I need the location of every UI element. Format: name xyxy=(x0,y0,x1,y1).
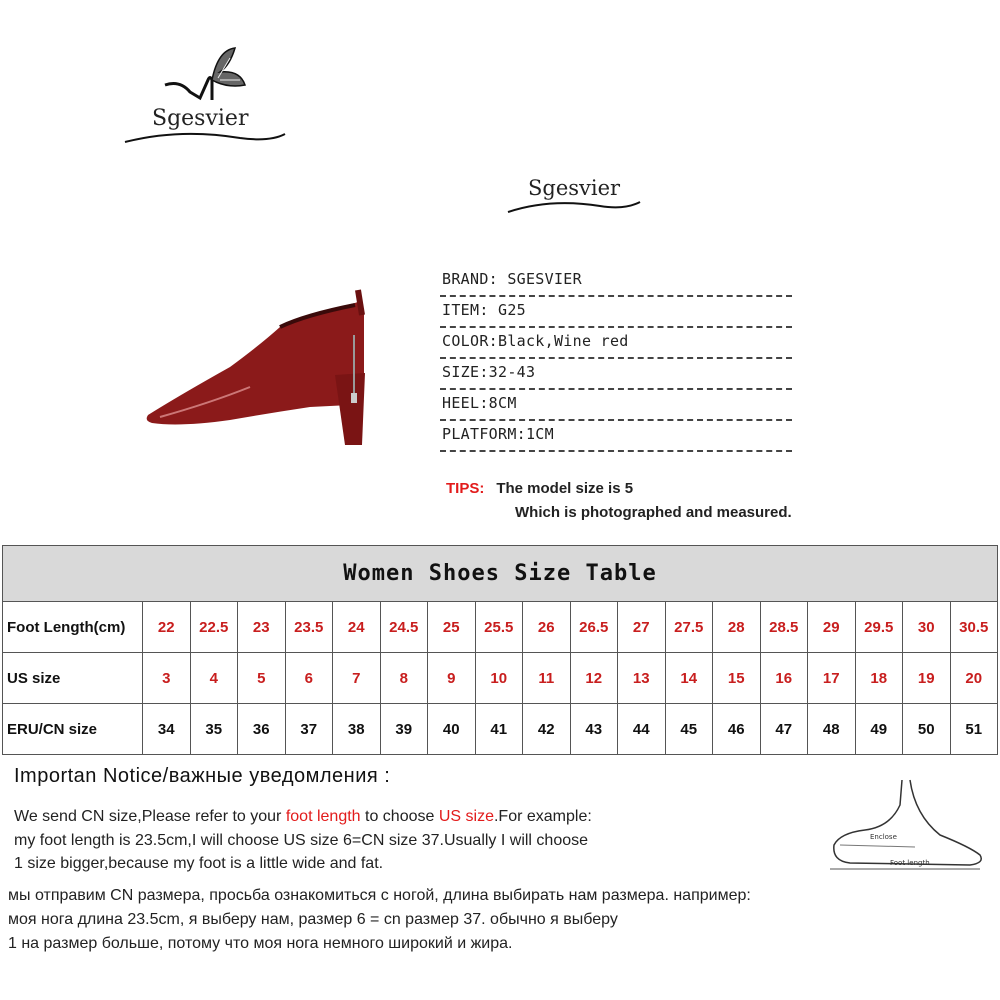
label-foot-length: Foot length xyxy=(890,859,930,867)
highlight-foot-length: foot length xyxy=(285,808,361,825)
table-cell: 14 xyxy=(665,653,713,704)
table-cell: 3 xyxy=(143,653,191,704)
table-cell: 13 xyxy=(618,653,666,704)
notice-line: 1 на размер больше, потому что моя нога немного широкий и жира. xyxy=(8,935,513,952)
tips-line1: The model size is 5 xyxy=(496,480,634,497)
notice-line: my foot length is 23.5cm,I will choose US size 6=CN size 37.Usually I will choose xyxy=(14,831,589,849)
table-cell: 27 xyxy=(618,602,666,653)
table-cell: 19 xyxy=(903,653,951,704)
tips-block xyxy=(446,480,792,521)
table-cell: 22.5 xyxy=(190,602,238,653)
notice-line: мы отправим CN размера, просьба ознакомиться с ногой, длина выбирать нам размера. например: xyxy=(8,887,751,904)
brand-logo xyxy=(120,40,290,160)
table-cell: 43 xyxy=(570,704,618,755)
table-cell: 34 xyxy=(143,704,191,755)
table-cell: 42 xyxy=(523,704,571,755)
table-cell: 4 xyxy=(190,653,238,704)
size-table-title: Women Shoes Size Table xyxy=(3,546,998,602)
table-cell: 20 xyxy=(950,653,998,704)
table-cell: 49 xyxy=(855,704,903,755)
table-cell: 10 xyxy=(475,653,523,704)
table-cell: 27.5 xyxy=(665,602,713,653)
table-cell: 47 xyxy=(760,704,808,755)
table-cell: 30.5 xyxy=(950,602,998,653)
table-cell: 9 xyxy=(428,653,476,704)
highlight-us-size: US size xyxy=(438,808,494,825)
table-cell: 29 xyxy=(808,602,856,653)
butterfly-heel-icon xyxy=(160,40,250,110)
table-cell: 29.5 xyxy=(855,602,903,653)
tips-line2: Which is photographed and measured. xyxy=(515,504,792,521)
table-cell: 41 xyxy=(475,704,523,755)
table-cell: 25.5 xyxy=(475,602,523,653)
row-label-us-size: US size xyxy=(3,653,143,704)
row-label-foot-length: Foot Length(cm) xyxy=(3,602,143,653)
spec-list xyxy=(440,266,792,452)
table-cell: 28 xyxy=(713,602,761,653)
table-row xyxy=(3,653,998,704)
table-cell: 22 xyxy=(143,602,191,653)
table-cell: 6 xyxy=(285,653,333,704)
row-label-eru-cn-size: ERU/CN size xyxy=(3,704,143,755)
notice-text: We send CN size,Please refer to your xyxy=(14,808,286,825)
table-cell: 7 xyxy=(333,653,381,704)
swoosh-icon xyxy=(120,130,290,150)
table-cell: 40 xyxy=(428,704,476,755)
notice-title: Importan Notice/важные уведомления : xyxy=(14,765,391,787)
notice-text: to choose xyxy=(360,808,439,825)
table-cell: 11 xyxy=(523,653,571,704)
table-cell: 51 xyxy=(950,704,998,755)
spec-item: ITEM: G25 xyxy=(440,297,792,328)
table-cell: 8 xyxy=(380,653,428,704)
table-cell: 50 xyxy=(903,704,951,755)
table-cell: 37 xyxy=(285,704,333,755)
brand-logo-text: Sgesvier xyxy=(152,106,249,131)
table-cell: 25 xyxy=(428,602,476,653)
size-table xyxy=(2,545,998,755)
table-cell: 48 xyxy=(808,704,856,755)
table-cell: 24 xyxy=(333,602,381,653)
table-cell: 5 xyxy=(238,653,286,704)
table-cell: 23 xyxy=(238,602,286,653)
table-cell: 15 xyxy=(713,653,761,704)
table-cell: 23.5 xyxy=(285,602,333,653)
table-cell: 45 xyxy=(665,704,713,755)
table-cell: 36 xyxy=(238,704,286,755)
table-cell: 39 xyxy=(380,704,428,755)
table-cell: 26.5 xyxy=(570,602,618,653)
brand-logo-small xyxy=(500,168,650,228)
table-cell: 24.5 xyxy=(380,602,428,653)
tips-label: TIPS: xyxy=(446,480,485,497)
table-cell: 17 xyxy=(808,653,856,704)
english-notice xyxy=(14,805,592,876)
spec-brand: BRAND: SGESVIER xyxy=(440,266,792,297)
notice-text: .For example: xyxy=(493,808,592,825)
foot-measure-diagram xyxy=(820,775,990,875)
table-cell: 28.5 xyxy=(760,602,808,653)
label-enclose: Enclose xyxy=(870,833,897,841)
russian-notice xyxy=(8,884,751,956)
table-row xyxy=(3,602,998,653)
table-cell: 38 xyxy=(333,704,381,755)
table-cell: 18 xyxy=(855,653,903,704)
table-cell: 46 xyxy=(713,704,761,755)
spec-size: SIZE:32-43 xyxy=(440,359,792,390)
spec-platform: PLATFORM:1CM xyxy=(440,421,792,452)
table-cell: 16 xyxy=(760,653,808,704)
table-cell: 30 xyxy=(903,602,951,653)
table-cell: 35 xyxy=(190,704,238,755)
table-row xyxy=(3,704,998,755)
table-cell: 12 xyxy=(570,653,618,704)
spec-color: COLOR:Black,Wine red xyxy=(440,328,792,359)
notice-line: 1 size bigger,because my foot is a little wide and fat. xyxy=(14,855,384,872)
spec-heel: HEEL:8CM xyxy=(440,390,792,421)
swoosh-small-icon xyxy=(500,198,650,218)
notice-line: моя нога длина 23.5cm, я выберу нам, размер 6 = cn размер 37. обычно я выберу xyxy=(8,911,618,928)
product-shoe-image xyxy=(140,275,400,455)
table-cell: 44 xyxy=(618,704,666,755)
brand-logo-small-text: Sgesvier xyxy=(528,176,621,200)
table-cell: 26 xyxy=(523,602,571,653)
